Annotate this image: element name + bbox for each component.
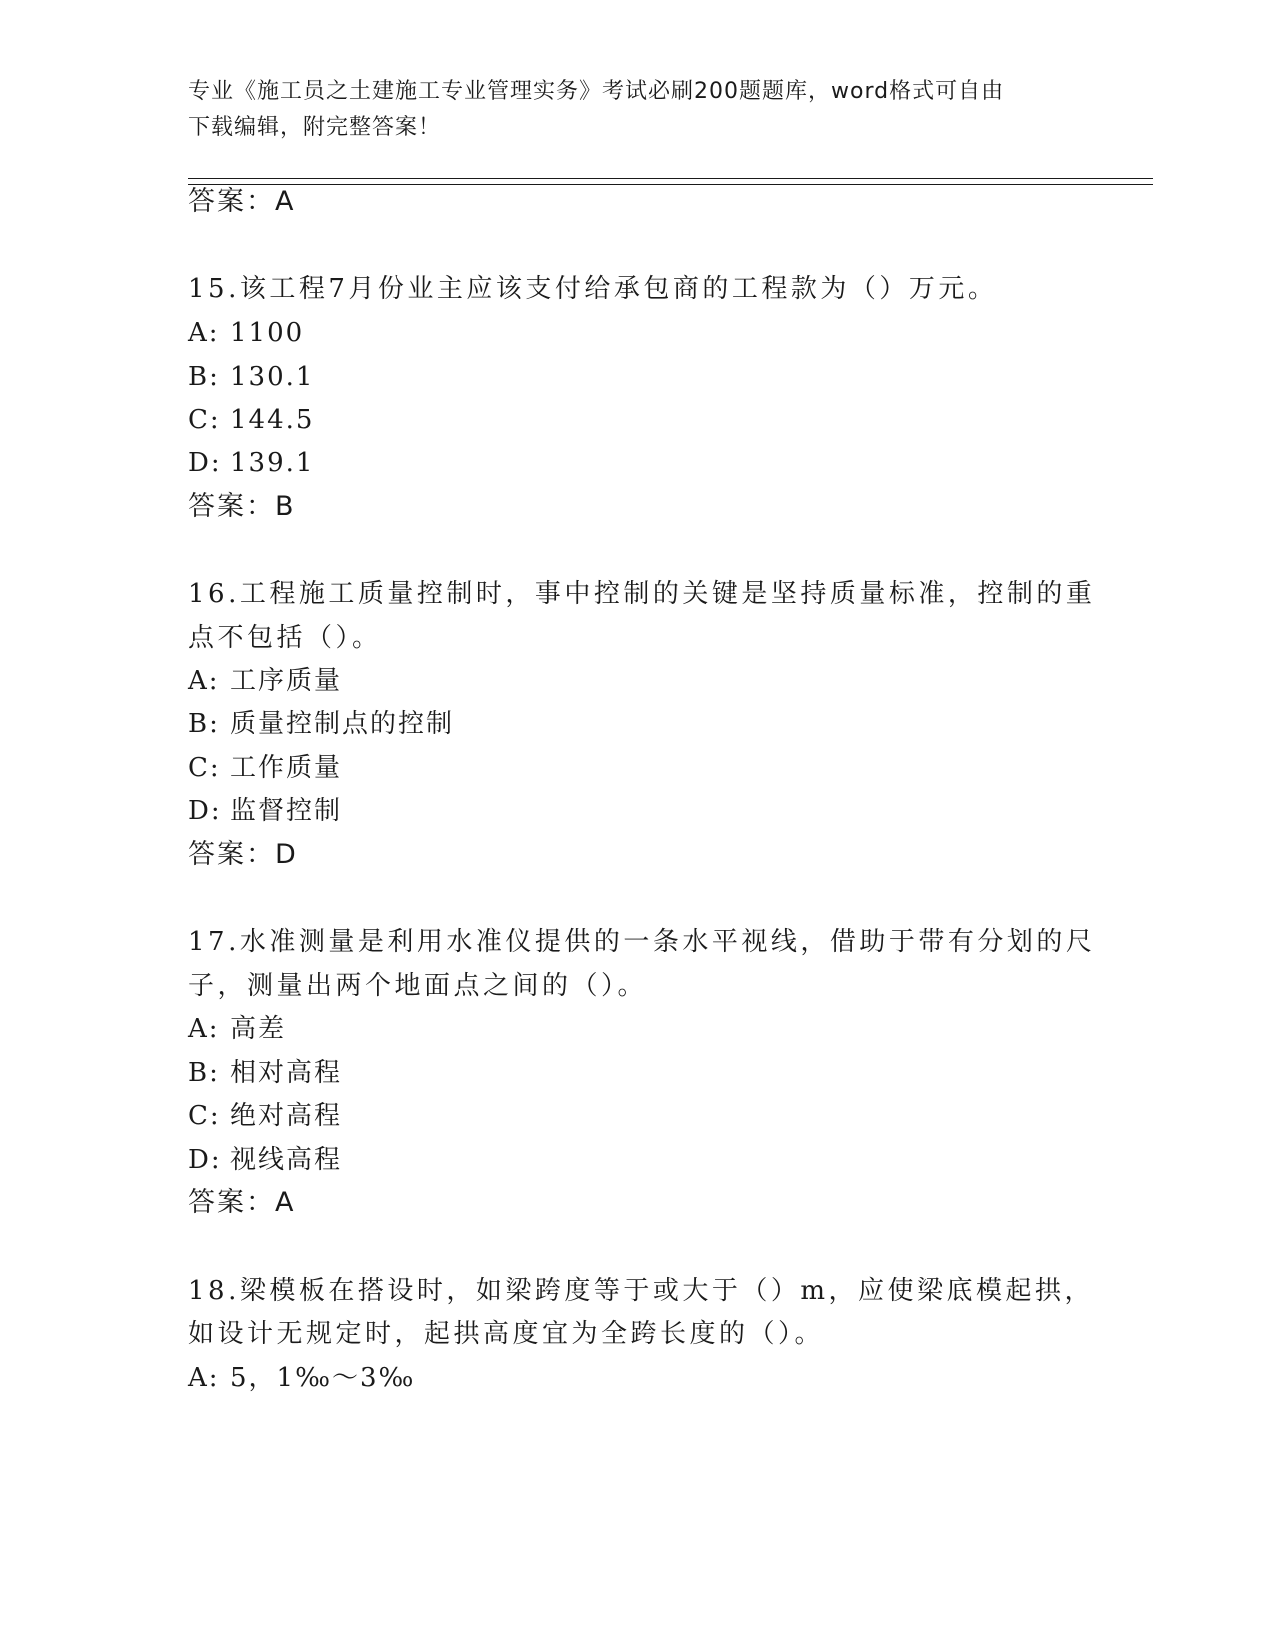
option-b (188, 359, 314, 395)
header-line-2: 下载编辑，附完整答案！ (188, 115, 442, 140)
option-text: 130.1 (230, 362, 315, 392)
option-letter: C: (188, 753, 221, 783)
option-letter: C: (188, 1101, 221, 1131)
option-b (188, 706, 454, 742)
option-b (188, 1055, 342, 1091)
answer-line: 答案：B (188, 491, 296, 522)
option-text: 5，1‰～3‰ (230, 1363, 416, 1393)
option-d (188, 793, 342, 829)
question-text: 如设计无规定时，起拱高度宜为全跨长度的（）。 (188, 1319, 825, 1349)
option-c (188, 1098, 342, 1134)
option-letter: C: (188, 405, 221, 435)
page-header (188, 74, 1068, 146)
option-letter: D: (188, 448, 222, 478)
option-text: 高差 (230, 1014, 287, 1044)
option-text: 1100 (230, 318, 305, 348)
question-text: 点不包括（）。 (188, 623, 382, 653)
option-letter: A: (188, 666, 220, 696)
option-text: 相对高程 (230, 1058, 343, 1088)
option-letter: A: (188, 1014, 220, 1044)
answer-line: 答案：A (188, 186, 296, 217)
question-text: 18.梁模板在搭设时，如梁跨度等于或大于（）m，应使梁底模起拱， (188, 1276, 1095, 1306)
option-text: 绝对高程 (230, 1101, 343, 1131)
question-text: 15.该工程7月份业主应该支付给承包商的工程款为（）万元。 (188, 274, 998, 304)
question-text: 17.水准测量是利用水准仪提供的一条水平视线，借助于带有分划的尺 (188, 927, 1096, 957)
option-text: 工序质量 (230, 666, 343, 696)
option-text: 工作质量 (230, 753, 343, 783)
header-divider (188, 178, 1153, 185)
option-letter: B: (188, 709, 220, 739)
answer-line: 答案：D (188, 839, 298, 870)
option-d (188, 445, 314, 481)
option-a (188, 1360, 415, 1396)
option-text: 144.5 (230, 405, 315, 435)
header-line-1: 专业《施工员之土建施工专业管理实务》考试必刷200题题库，word格式可自由 (188, 79, 1005, 104)
option-letter: B: (188, 1058, 220, 1088)
option-c (188, 750, 342, 786)
option-a (188, 663, 342, 699)
answer-line: 答案：A (188, 1187, 296, 1218)
option-letter: A: (188, 318, 220, 348)
option-letter: D: (188, 796, 222, 826)
option-a (188, 315, 304, 351)
option-text: 视线高程 (230, 1145, 343, 1175)
question-text: 子，测量出两个地面点之间的（）。 (188, 971, 648, 1001)
question-text: 16.工程施工质量控制时，事中控制的关键是坚持质量标准，控制的重 (188, 579, 1096, 609)
option-text: 139.1 (230, 448, 315, 478)
option-letter: A: (188, 1363, 220, 1393)
option-letter: D: (188, 1145, 222, 1175)
option-c (188, 402, 314, 438)
option-letter: B: (188, 362, 220, 392)
option-text: 质量控制点的控制 (230, 709, 455, 739)
option-d (188, 1142, 342, 1178)
option-a (188, 1011, 286, 1047)
option-text: 监督控制 (230, 796, 343, 826)
